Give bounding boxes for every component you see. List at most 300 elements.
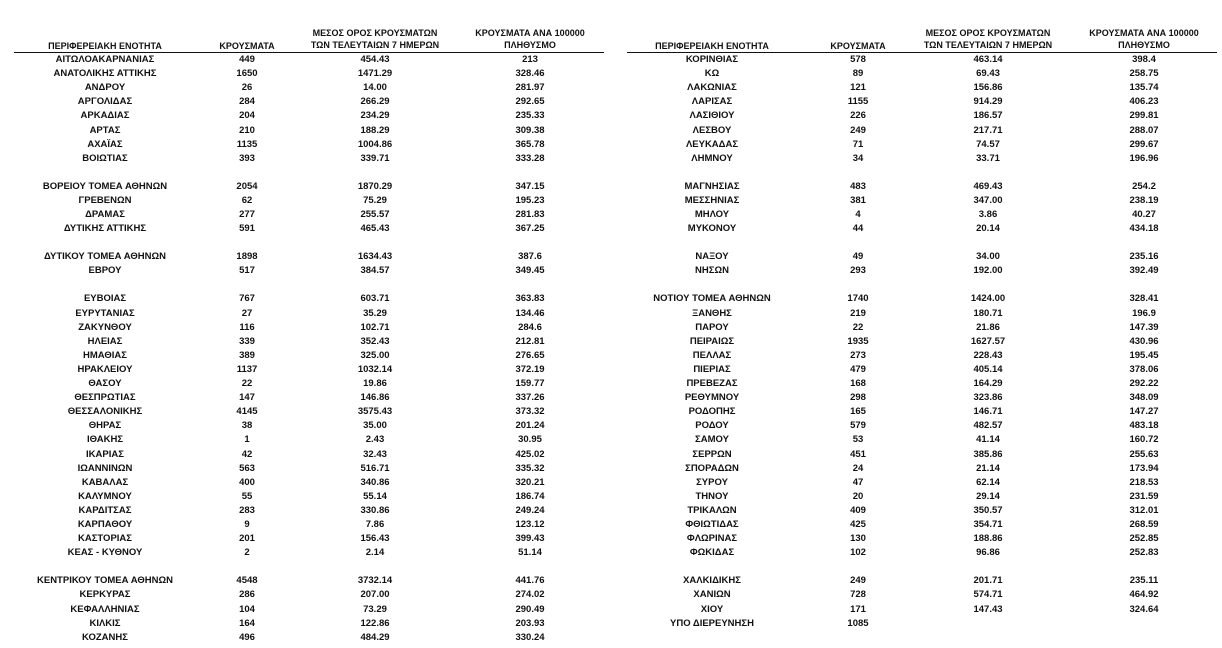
cell-region: ΜΑΓΝΗΣΙΑΣ xyxy=(684,180,740,192)
cell-cases: 44 xyxy=(852,223,864,235)
cell-per100k: 281.83 xyxy=(515,209,545,220)
cell-avg7: 62.14 xyxy=(976,476,1000,488)
cell-per100k: 252.85 xyxy=(1129,533,1159,545)
cell-region: ΙΩΑΝΝΙΝΩΝ xyxy=(77,462,133,474)
cell-region: ΦΛΩΡΙΝΑΣ xyxy=(686,533,738,545)
cell-avg7: 484.29 xyxy=(360,631,390,643)
cell-per100k: 337.26 xyxy=(515,392,545,404)
cell-region: ΚΟΖΑΝΗΣ xyxy=(82,631,128,643)
cell-per100k: 159.77 xyxy=(515,378,545,389)
table-row xyxy=(611,363,1222,377)
table-row xyxy=(611,335,1222,349)
table-row xyxy=(611,194,1222,208)
cell-cases: 27 xyxy=(241,307,253,319)
cell-cases: 483 xyxy=(850,180,866,192)
cell-avg7: 603.71 xyxy=(360,293,390,305)
cell-avg7: 146.71 xyxy=(973,406,1003,418)
cell-region: ΕΒΡΟΥ xyxy=(88,265,122,277)
cell-per100k: 249.24 xyxy=(515,504,545,516)
table-row xyxy=(0,518,611,532)
table-row xyxy=(0,152,611,166)
cell-cases: 479 xyxy=(850,363,866,375)
cell-per100k: 186.74 xyxy=(515,490,545,502)
cell-avg7: 75.29 xyxy=(363,194,387,206)
cell-cases: 165 xyxy=(850,406,866,418)
cell-avg7: 69.43 xyxy=(976,68,1000,80)
cell-per100k: 51.14 xyxy=(518,547,542,559)
cell-cases: 171 xyxy=(850,603,866,615)
cell-region: ΑΡΤΑΣ xyxy=(89,124,121,136)
cell-avg7: 454.43 xyxy=(360,54,390,65)
table-row xyxy=(0,222,611,236)
table-row xyxy=(0,433,611,447)
cell-region: ΠΕΙΡΑΙΩΣ xyxy=(689,335,735,347)
cell-avg7: 156.86 xyxy=(973,82,1003,94)
cell-region: ΕΥΡΥΤΑΝΙΑΣ xyxy=(75,307,135,319)
cell-region: ΘΕΣΠΡΩΤΙΑΣ xyxy=(74,392,136,404)
cell-region: ΚΟΡΙΝΘΙΑΣ xyxy=(685,54,739,65)
cell-avg7: 35.29 xyxy=(363,307,387,319)
table-row xyxy=(0,321,611,335)
cell-per100k: 218.53 xyxy=(1129,476,1159,488)
cell-cases: 728 xyxy=(850,589,866,601)
cell-region: ΑΡΚΑΔΙΑΣ xyxy=(80,110,130,122)
cell-cases: 130 xyxy=(850,533,866,545)
table-row xyxy=(0,138,611,152)
cell-avg7: 384.57 xyxy=(360,265,390,277)
cell-avg7: 32.43 xyxy=(363,448,387,460)
table-row xyxy=(611,109,1222,123)
table-row xyxy=(0,504,611,518)
cell-region: ΡΕΘΥΜΝΟΥ xyxy=(684,392,740,404)
cell-region: ΚΑΛΥΜΝΟΥ xyxy=(78,490,132,502)
cell-cases: 201 xyxy=(239,533,255,545)
cell-per100k: 201.24 xyxy=(515,420,545,432)
cell-cases: 204 xyxy=(239,110,255,122)
cell-per100k: 123.12 xyxy=(515,519,545,530)
cell-avg7: 21.14 xyxy=(976,462,1000,474)
cell-avg7: 3575.43 xyxy=(357,406,393,418)
cell-region: ΜΥΚΟΝΟΥ xyxy=(687,223,737,235)
table-row xyxy=(0,67,611,81)
cell-avg7: 1471.29 xyxy=(357,68,393,80)
cell-region: ΜΕΣΣΗΝΙΑΣ xyxy=(684,194,740,206)
cell-cases: 121 xyxy=(850,82,866,94)
cell-region: ΠΙΕΡΙΑΣ xyxy=(693,363,731,375)
cell-avg7: 20.14 xyxy=(976,223,1000,235)
cell-avg7: 352.43 xyxy=(360,335,390,347)
cell-avg7: 29.14 xyxy=(976,490,1000,502)
cell-cases: 1155 xyxy=(847,96,869,108)
cell-cases: 104 xyxy=(239,603,255,615)
cell-per100k: 196.96 xyxy=(1129,152,1159,164)
cell-region: ΔΥΤΙΚΟΥ ΤΟΜΕΑ ΑΘΗΝΩΝ xyxy=(44,251,166,263)
cell-cases: 1935 xyxy=(847,335,869,347)
cell-region: ΔΡΑΜΑΣ xyxy=(85,209,125,220)
cell-region: ΛΗΜΝΟΥ xyxy=(691,152,733,164)
cell-cases: 2054 xyxy=(236,180,258,192)
cell-per100k: 328.41 xyxy=(1129,293,1159,305)
cell-region: ΝΟΤΙΟΥ ΤΟΜΕΑ ΑΘΗΝΩΝ xyxy=(653,293,771,305)
cell-region: ΙΘΑΚΗΣ xyxy=(86,434,124,446)
table-row xyxy=(0,363,611,377)
cell-cases: 451 xyxy=(850,448,866,460)
table-row xyxy=(611,95,1222,109)
cell-region: ΠΡΕΒΕΖΑΣ xyxy=(686,378,738,389)
cell-avg7: 217.71 xyxy=(973,124,1003,136)
table-row xyxy=(0,53,611,67)
cell-per100k: 235.16 xyxy=(1129,251,1159,263)
cell-region: ΘΕΣΣΑΛΟΝΙΚΗΣ xyxy=(67,406,143,418)
cell-avg7: 207.00 xyxy=(360,589,390,601)
cell-cases: 102 xyxy=(850,547,866,559)
cell-cases: 425 xyxy=(850,519,866,530)
cell-cases: 1898 xyxy=(236,251,258,263)
table-row xyxy=(0,292,611,306)
cell-per100k: 365.78 xyxy=(515,138,545,150)
cell-per100k: 284.6 xyxy=(518,321,542,333)
table-row xyxy=(0,405,611,419)
cell-per100k: 235.33 xyxy=(515,110,545,122)
cell-per100k: 299.81 xyxy=(1129,110,1159,122)
cell-region: ΤΗΝΟΥ xyxy=(695,490,729,502)
cell-avg7: 192.00 xyxy=(973,265,1003,277)
cell-per100k: 255.63 xyxy=(1129,448,1159,460)
cell-cases: 293 xyxy=(850,265,866,277)
table-row xyxy=(611,53,1222,67)
cell-per100k: 464.92 xyxy=(1129,589,1159,601)
cell-avg7: 266.29 xyxy=(360,96,390,108)
table-row xyxy=(611,504,1222,518)
cell-cases: 339 xyxy=(239,335,255,347)
cell-cases: 563 xyxy=(239,462,255,474)
cell-per100k: 399.43 xyxy=(515,533,545,545)
header-cases: ΚΡΟΥΣΜΑΤΑ xyxy=(830,41,886,51)
cell-cases: 168 xyxy=(850,378,866,389)
cell-cases: 219 xyxy=(850,307,866,319)
cell-per100k: 387.6 xyxy=(518,251,542,263)
cell-avg7: 41.14 xyxy=(976,434,1000,446)
cell-per100k: 254.2 xyxy=(1132,180,1156,192)
cell-region: ΚΑΡΔΙΤΣΑΣ xyxy=(78,504,132,516)
table-row xyxy=(0,617,611,631)
cell-avg7: 339.71 xyxy=(360,152,390,164)
cell-cases: 210 xyxy=(239,124,255,136)
cell-per100k: 290.49 xyxy=(515,603,545,615)
cell-per100k: 268.59 xyxy=(1129,519,1159,530)
cell-per100k: 430.96 xyxy=(1129,335,1159,347)
cell-avg7: 19.86 xyxy=(363,378,387,389)
table-row xyxy=(611,476,1222,490)
cell-region: ΚΕΡΚΥΡΑΣ xyxy=(79,589,131,601)
cell-avg7: 3732.14 xyxy=(357,575,393,587)
cell-per100k: 135.74 xyxy=(1129,82,1159,94)
cell-avg7: 74.57 xyxy=(976,138,1000,150)
cell-avg7: 1627.57 xyxy=(970,335,1006,347)
table-row xyxy=(611,588,1222,602)
header-region: ΠΕΡΙΦΕΡΕΙΑΚΗ ΕΝΟΤΗΤΑ xyxy=(48,41,162,51)
cell-region: ΚΑΡΠΑΘΟΥ xyxy=(77,519,133,530)
cell-avg7: 2.43 xyxy=(365,434,385,446)
cell-region: ΑΧΑΪΑΣ xyxy=(87,138,123,150)
cell-cases: 393 xyxy=(239,152,255,164)
cell-cases: 1 xyxy=(244,434,250,446)
cell-per100k: 252.83 xyxy=(1129,547,1159,559)
table-row xyxy=(0,546,611,560)
cell-region: ΡΟΔΟΠΗΣ xyxy=(688,406,736,418)
cell-per100k: 30.95 xyxy=(518,434,542,446)
cell-region: ΚΑΒΑΛΑΣ xyxy=(81,476,129,488)
header-avg7: ΜΕΣΟΣ ΟΡΟΣ ΚΡΟΥΣΜΑΤΩΝ ΤΩΝ ΤΕΛΕΥΤΑΙΩΝ 7 ΗΜΕΡΩΝ xyxy=(310,28,440,50)
cell-avg7: 35.00 xyxy=(363,420,387,432)
header-per100k: ΚΡΟΥΣΜΑΤΑ ΑΝΑ 100000 ΠΛΗΘΥΣΜΟ xyxy=(1089,28,1199,50)
cell-avg7: 228.43 xyxy=(973,349,1003,361)
cell-region: ΚΕΦΑΛΛΗΝΙΑΣ xyxy=(70,603,140,615)
cell-region: ΙΚΑΡΙΑΣ xyxy=(86,448,124,460)
table-row xyxy=(611,250,1222,264)
cell-cases: 1650 xyxy=(236,68,258,80)
cell-region: ΧΑΝΙΩΝ xyxy=(693,589,731,601)
table-row xyxy=(611,152,1222,166)
cell-cases: 277 xyxy=(239,209,255,220)
cell-avg7: 156.43 xyxy=(360,533,390,545)
cell-region: ΧΑΛΚΙΔΙΚΗΣ xyxy=(683,575,741,587)
cell-per100k: 349.45 xyxy=(515,265,545,277)
cell-per100k: 203.93 xyxy=(515,617,545,629)
cell-avg7: 147.43 xyxy=(973,603,1003,615)
table-row xyxy=(611,433,1222,447)
cell-region: ΦΘΙΩΤΙΔΑΣ xyxy=(685,519,739,530)
cell-avg7: 354.71 xyxy=(973,519,1003,530)
cell-region: ΛΑΚΩΝΙΑΣ xyxy=(687,82,737,94)
cell-per100k: 373.32 xyxy=(515,406,545,418)
table-row xyxy=(0,194,611,208)
table-row xyxy=(0,448,611,462)
cell-region: ΗΛΕΙΑΣ xyxy=(87,335,123,347)
table-row xyxy=(0,208,611,222)
cell-cases: 147 xyxy=(239,392,255,404)
table-row xyxy=(0,307,611,321)
cell-cases: 62 xyxy=(241,194,253,206)
cell-per100k: 274.02 xyxy=(515,589,545,601)
cell-per100k: 173.94 xyxy=(1129,462,1159,474)
cell-cases: 4 xyxy=(855,209,861,220)
cell-per100k: 406.23 xyxy=(1129,96,1159,108)
cell-cases: 1135 xyxy=(236,138,258,150)
cell-region: ΘΗΡΑΣ xyxy=(88,420,122,432)
cell-region: ΣΠΟΡΑΔΩΝ xyxy=(685,462,739,474)
cell-region: ΑΡΓΟΛΙΔΑΣ xyxy=(77,96,133,108)
cell-per100k: 392.49 xyxy=(1129,265,1159,277)
cell-per100k: 320.21 xyxy=(515,476,545,488)
table-row xyxy=(611,546,1222,560)
cell-per100k: 378.06 xyxy=(1129,363,1159,375)
table-row xyxy=(0,574,611,588)
cell-cases: 116 xyxy=(239,321,255,333)
cell-cases: 578 xyxy=(850,54,866,65)
cell-avg7: 914.29 xyxy=(973,96,1003,108)
cell-cases: 49 xyxy=(852,251,864,263)
cell-per100k: 292.22 xyxy=(1129,378,1159,389)
cell-avg7: 347.00 xyxy=(973,194,1003,206)
cell-cases: 381 xyxy=(850,194,866,206)
cell-avg7: 96.86 xyxy=(976,547,1000,559)
cell-avg7: 186.57 xyxy=(973,110,1003,122)
cell-region: ΥΠΟ ΔΙΕΡΕΥΝΗΣΗ xyxy=(670,617,754,629)
cell-avg7: 482.57 xyxy=(973,420,1003,432)
cell-avg7: 188.29 xyxy=(360,124,390,136)
cell-per100k: 213 xyxy=(522,54,538,65)
cell-cases: 389 xyxy=(239,349,255,361)
table-row xyxy=(611,518,1222,532)
cell-region: ΚΕΝΤΡΙΚΟΥ ΤΟΜΕΑ ΑΘΗΝΩΝ xyxy=(37,575,173,587)
header-per100k: ΚΡΟΥΣΜΑΤΑ ΑΝΑ 100000 ΠΛΗΘΥΣΜΟ xyxy=(475,28,585,50)
table-row xyxy=(611,490,1222,504)
cell-per100k: 398.4 xyxy=(1132,54,1156,65)
table-row xyxy=(611,377,1222,391)
cell-cases: 273 xyxy=(850,349,866,361)
cell-per100k: 299.67 xyxy=(1129,138,1159,150)
cell-avg7: 1870.29 xyxy=(357,180,393,192)
table-row xyxy=(0,250,611,264)
table-row xyxy=(0,631,611,645)
table-row xyxy=(0,419,611,433)
cell-avg7: 2.14 xyxy=(365,547,385,559)
cell-avg7: 255.57 xyxy=(360,209,390,220)
cell-region: ΚΕΑΣ - ΚΥΘΝΟΥ xyxy=(67,547,143,559)
table-row xyxy=(0,335,611,349)
table-row xyxy=(611,67,1222,81)
cell-avg7: 465.43 xyxy=(360,223,390,235)
cell-per100k: 231.59 xyxy=(1129,490,1159,502)
cell-cases: 89 xyxy=(852,68,864,80)
cell-cases: 26 xyxy=(241,82,253,94)
cell-region: ΒΟΙΩΤΙΑΣ xyxy=(82,152,128,164)
header-avg7: ΜΕΣΟΣ ΟΡΟΣ ΚΡΟΥΣΜΑΤΩΝ ΤΩΝ ΤΕΛΕΥΤΑΙΩΝ 7 ΗΜΕΡΩΝ xyxy=(923,28,1053,50)
cell-avg7: 1424.00 xyxy=(970,293,1006,305)
cell-region: ΝΑΞΟΥ xyxy=(695,251,729,263)
table-row xyxy=(0,95,611,109)
cell-region: ΑΝΔΡΟΥ xyxy=(84,82,126,94)
cell-avg7: 188.86 xyxy=(973,533,1003,545)
cell-per100k: 333.28 xyxy=(515,152,545,164)
cell-cases: 1740 xyxy=(847,293,869,305)
cell-region: ΕΥΒΟΙΑΣ xyxy=(83,293,127,305)
cell-cases: 517 xyxy=(239,265,255,277)
cell-avg7: 14.00 xyxy=(363,82,387,94)
cell-avg7: 330.86 xyxy=(360,504,390,516)
cell-cases: 449 xyxy=(239,54,255,65)
cell-per100k: 258.75 xyxy=(1129,68,1159,80)
cell-cases: 53 xyxy=(852,434,864,446)
cell-region: ΣΥΡΟΥ xyxy=(696,476,728,488)
cell-region: ΚΩ xyxy=(704,68,720,80)
cell-avg7: 1004.86 xyxy=(357,138,393,150)
cell-cases: 249 xyxy=(850,575,866,587)
cell-per100k: 195.45 xyxy=(1129,349,1159,361)
cell-region: ΓΡΕΒΕΝΩΝ xyxy=(78,194,132,206)
cell-per100k: 372.19 xyxy=(515,363,545,375)
cell-per100k: 441.76 xyxy=(515,575,545,587)
cell-avg7: 405.14 xyxy=(973,363,1003,375)
cell-region: ΡΟΔΟΥ xyxy=(695,420,729,432)
cell-region: ΞΑΝΘΗΣ xyxy=(692,307,732,319)
table-row xyxy=(611,391,1222,405)
cell-cases: 1137 xyxy=(236,363,258,375)
table-row xyxy=(0,391,611,405)
header-region: ΠΕΡΙΦΕΡΕΙΑΚΗ ΕΝΟΤΗΤΑ xyxy=(655,41,769,51)
cell-cases: 591 xyxy=(239,223,255,235)
cell-per100k: 324.64 xyxy=(1129,603,1159,615)
cell-region: ΜΗΛΟΥ xyxy=(694,209,730,220)
cell-region: ΚΑΣΤΟΡΙΑΣ xyxy=(78,533,132,545)
cell-per100k: 195.23 xyxy=(515,194,545,206)
cell-per100k: 309.38 xyxy=(515,124,545,136)
cell-cases: 226 xyxy=(850,110,866,122)
cell-avg7: 7.86 xyxy=(365,519,385,530)
cell-avg7: 323.86 xyxy=(973,392,1003,404)
cell-cases: 286 xyxy=(239,589,255,601)
cell-cases: 767 xyxy=(239,293,255,305)
cell-cases: 284 xyxy=(239,96,255,108)
cell-avg7: 21.86 xyxy=(976,321,1000,333)
cell-per100k: 483.18 xyxy=(1129,420,1159,432)
table-row xyxy=(611,405,1222,419)
cell-avg7: 146.86 xyxy=(360,392,390,404)
cell-per100k: 147.39 xyxy=(1129,321,1159,333)
cell-avg7: 350.57 xyxy=(973,504,1003,516)
cell-cases: 34 xyxy=(852,152,864,164)
cell-per100k: 196.9 xyxy=(1132,307,1156,319)
cell-cases: 4145 xyxy=(236,406,258,418)
cell-per100k: 434.18 xyxy=(1129,223,1159,235)
table-row xyxy=(0,603,611,617)
cell-per100k: 276.65 xyxy=(515,349,545,361)
cell-per100k: 212.81 xyxy=(515,335,545,347)
cell-cases: 496 xyxy=(239,631,255,643)
cell-avg7: 34.00 xyxy=(976,251,1000,263)
cell-avg7: 102.71 xyxy=(360,321,390,333)
table-row xyxy=(0,377,611,391)
cell-avg7: 201.71 xyxy=(973,575,1003,587)
table-row xyxy=(0,349,611,363)
cell-region: ΣΑΜΟΥ xyxy=(695,434,729,446)
cell-cases: 22 xyxy=(241,378,253,389)
cell-region: ΠΕΛΛΑΣ xyxy=(692,349,732,361)
cell-cases: 71 xyxy=(852,138,864,150)
table-row xyxy=(611,180,1222,194)
cell-region: ΤΡΙΚΑΛΩΝ xyxy=(687,504,737,516)
cell-cases: 2 xyxy=(244,547,250,559)
cell-per100k: 348.09 xyxy=(1129,392,1159,404)
table-row xyxy=(611,307,1222,321)
cell-avg7: 1634.43 xyxy=(357,251,393,263)
cell-avg7: 180.71 xyxy=(973,307,1003,319)
cell-avg7: 164.29 xyxy=(973,378,1003,389)
cell-per100k: 235.11 xyxy=(1129,575,1159,587)
cell-avg7: 234.29 xyxy=(360,110,390,122)
cell-cases: 579 xyxy=(850,420,866,432)
cell-region: ΗΡΑΚΛΕΙΟΥ xyxy=(77,363,133,375)
table-row xyxy=(611,222,1222,236)
table-row xyxy=(0,476,611,490)
cell-region: ΗΜΑΘΙΑΣ xyxy=(83,349,127,361)
cell-cases: 22 xyxy=(852,321,864,333)
cell-avg7: 574.71 xyxy=(973,589,1003,601)
table-row xyxy=(0,462,611,476)
table-row xyxy=(611,448,1222,462)
table-row xyxy=(611,419,1222,433)
